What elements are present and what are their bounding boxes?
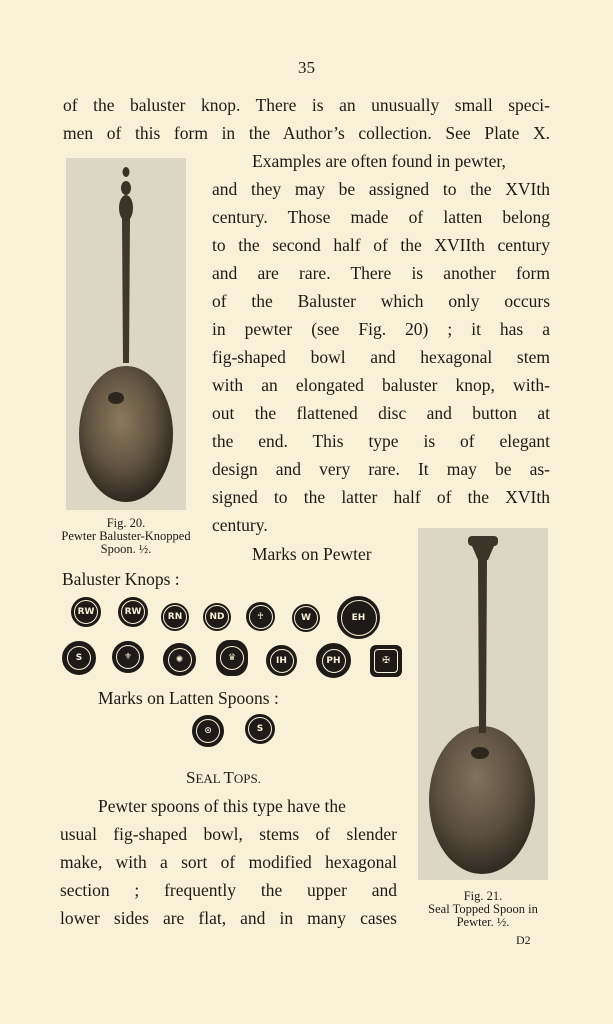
- body-line: lower sides are flat, and in many cases: [60, 908, 397, 928]
- figure-21-label: Fig. 21.: [463, 889, 503, 903]
- body-line: signed to the latter half of the XVIth: [212, 487, 550, 507]
- body-line: Pewter spoons of this type have the: [98, 796, 346, 816]
- figure-20-image: [66, 158, 186, 510]
- body-line: to the second half of the XVIIth century: [212, 235, 550, 255]
- figure-21-caption: Seal Topped Spoon in: [428, 902, 538, 916]
- body-line: and they may be assigned to the XVIth: [212, 179, 550, 199]
- seal-topped-spoon-illustration: [418, 528, 548, 880]
- latten-mark: ⊙: [192, 715, 224, 747]
- pewter-mark: ⚜: [112, 641, 144, 673]
- body-line: century.: [212, 515, 268, 535]
- pewter-mark: ✺: [163, 643, 196, 676]
- seal-tops-heading: SEAL TOPS.: [186, 768, 262, 787]
- figure-20-label: Fig. 20.: [106, 516, 146, 530]
- page-number: 35: [298, 58, 315, 77]
- pewter-mark: ♰: [246, 602, 275, 631]
- body-line: century. Those made of latten belong: [212, 207, 550, 227]
- pewter-mark: RN: [161, 603, 189, 631]
- body-line: of the baluster knop. There is an unusually small speci-: [63, 95, 550, 115]
- body-line: with an elongated baluster knop, with-: [212, 375, 550, 395]
- baluster-spoon-illustration: [66, 158, 186, 510]
- signature-mark: D2: [516, 933, 531, 947]
- pewter-mark: EH: [337, 596, 380, 639]
- body-line: Examples are often found in pewter,: [252, 151, 506, 171]
- marks-pewter-heading: Marks on Pewter: [252, 544, 372, 564]
- pewter-mark: ✠: [370, 645, 402, 677]
- pewter-mark: W: [292, 604, 320, 632]
- body-line: in pewter (see Fig. 20) ; it has a: [212, 319, 550, 339]
- body-line: design and very rare. It may be as-: [212, 459, 550, 479]
- body-line: fig-shaped bowl and hexagonal stem: [212, 347, 550, 367]
- pewter-mark: ♛: [216, 640, 248, 676]
- pewter-mark: RW: [118, 597, 148, 627]
- figure-20-caption-scale: Spoon. ½.: [100, 542, 152, 556]
- pewter-mark: ND: [203, 603, 231, 631]
- pewter-mark: PH: [316, 643, 351, 678]
- figure-21-image: [418, 528, 548, 880]
- marks-latten-heading: Marks on Latten Spoons :: [98, 688, 279, 708]
- figure-21-caption-scale: Pewter. ½.: [456, 915, 510, 929]
- body-line: and are rare. There is another form: [212, 263, 550, 283]
- body-line: men of this form in the Author’s collection. See Plate X.: [63, 123, 550, 143]
- pewter-mark: IH: [266, 645, 297, 676]
- pewter-mark: S: [62, 641, 96, 675]
- body-line: out the flattened disc and button at: [212, 403, 550, 423]
- body-line: of the Baluster which only occurs: [212, 291, 550, 311]
- baluster-knops-heading: Baluster Knops :: [62, 569, 180, 589]
- body-line: the end. This type is of elegant: [212, 431, 550, 451]
- body-line: usual fig-shaped bowl, stems of slender: [60, 824, 397, 844]
- body-line: section ; frequently the upper and: [60, 880, 397, 900]
- pewter-mark: RW: [71, 597, 101, 627]
- body-line: make, with a sort of modified hexagonal: [60, 852, 397, 872]
- latten-mark: S: [245, 714, 275, 744]
- figure-20-caption: Pewter Baluster-Knopped: [61, 529, 191, 543]
